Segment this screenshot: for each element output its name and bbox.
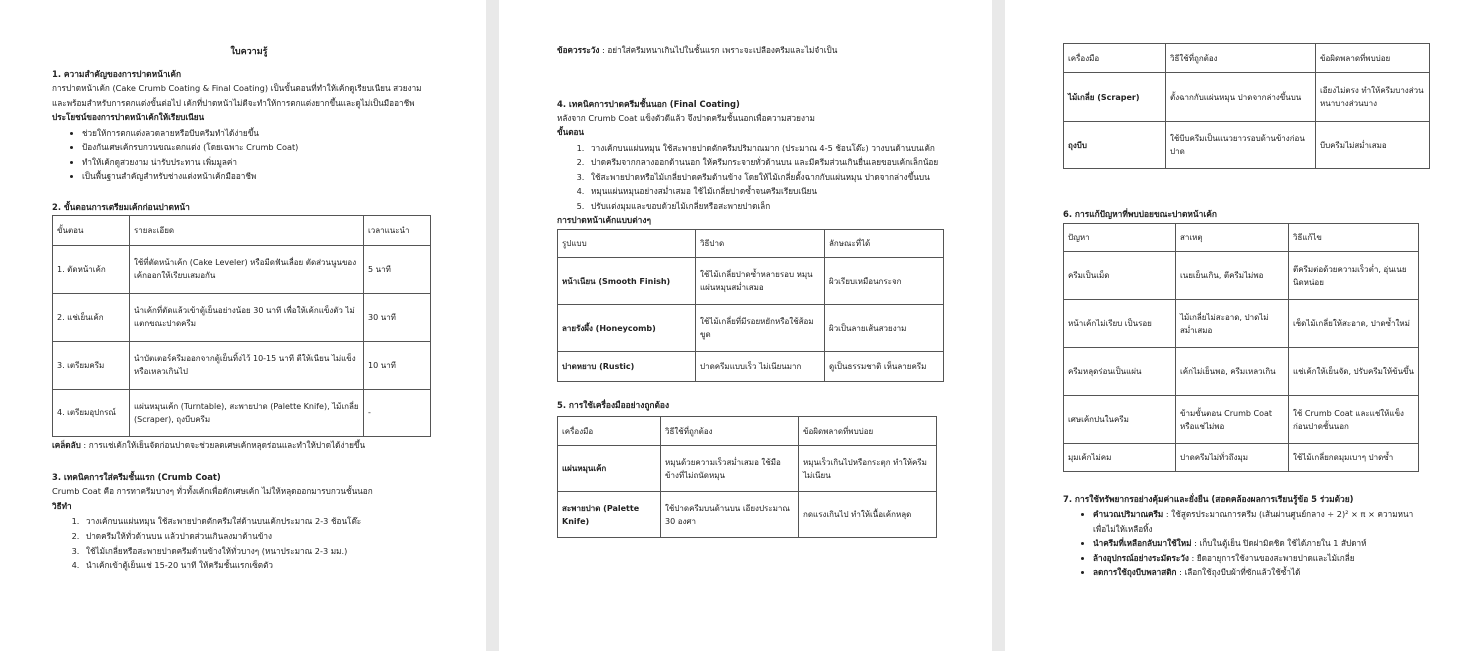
table-header-cell: ข้อผิดพลาดที่พบบ่อย <box>799 417 937 446</box>
table-cell: ใช้ไม้เกลี่ยปาดซ้ำหลายรอบ หมุนแผ่นหมุนสม่ำเสมอ <box>696 258 825 305</box>
worksheet-title: ใบความรู้ <box>230 47 268 57</box>
table-cell: ข้ามขั้นตอน Crumb Coat หรือแช่ไม่พอ <box>1176 396 1289 444</box>
tools-table-continued <box>1063 43 1430 169</box>
table-cell: ไม้เกลี่ย (Scraper) <box>1064 73 1166 122</box>
table-cell: 4. เตรียมอุปกรณ์ <box>53 389 130 436</box>
list-item: 3. ใช้สะพายปาดหรือไม้เกลี่ยปาดครีมด้านข้าง โดยให้ไม้เกลี่ยตั้งฉากกับแผ่นหมุน ปาดจากล่างขึ้นบน <box>587 170 947 185</box>
list-item: • ทำให้เค้กดูสวยงาม น่ารับประทาน เพิ่มมูลค่า <box>82 155 446 170</box>
warning-note <box>557 43 952 58</box>
table-cell: ใช้บีบครีมเป็นแนวยาวรอบด้านข้างก่อนปาด <box>1166 122 1316 169</box>
item-label: นำครีมที่เหลือกลับมาใช้ใหม่ <box>1093 538 1192 549</box>
table-cell: บีบครีมไม่สม่ำเสมอ <box>1316 122 1430 169</box>
final-coat-steps <box>557 141 947 214</box>
table-cell: เช็ดไม้เกลี่ยให้สะอาด, ปาดซ้ำใหม่ <box>1289 300 1419 348</box>
table-header-cell: รายละเอียด <box>130 215 364 245</box>
table-cell: 30 นาที <box>364 293 431 341</box>
section-1-line-2: และพร้อมสำหรับการตกแต่งขั้นต่อไป เค้กที่ปาดหน้าไม่ดีจะทำให้การตกแต่งยากขึ้นและดูไม่เป็นมืออาชีพ <box>52 97 415 108</box>
section-2-heading: 2. ขั้นตอนการเตรียมเค้กก่อนปาดหน้า <box>52 201 190 212</box>
item-text: : เลือกใช้ถุงบีบผ้าที่ซักแล้วใช้ซ้ำได้ <box>1176 567 1301 578</box>
table-cell: ใช้ไม้เกลี่ยที่มีรอยหยักหรือใช้ส้อมขูด <box>696 305 825 352</box>
document-page-3 <box>1005 0 1465 651</box>
table-cell: 1. ตัดหน้าเค้ก <box>53 245 130 293</box>
table-cell: ครีมเป็นเม็ด <box>1064 252 1176 300</box>
table-row <box>558 258 944 305</box>
list-item <box>1093 536 1423 551</box>
list-item <box>1093 565 1423 580</box>
styles-heading: การปาดหน้าเค้กแบบต่างๆ <box>557 215 651 226</box>
preparation-table <box>52 215 431 437</box>
document-page-1 <box>0 0 486 651</box>
table-cell: ตั้งฉากกับแผ่นหมุน ปาดจากล่างขึ้นบน <box>1166 73 1316 122</box>
table-cell: เศษเค้กปนในครีม <box>1064 396 1176 444</box>
table-header-row <box>558 230 944 258</box>
section-7-heading: 7. การใช้ทรัพยากรอย่างคุ้มค่าและยั่งยืน (สอดคล้องผลการเรียนรู้ข้อ 5 ร่วมด้วย) <box>1063 494 1354 504</box>
table-cell: ปาดครีมแบบเร็ว ไม่เนียนมาก <box>696 352 825 382</box>
table-row <box>1064 396 1419 444</box>
sustainability-list <box>1063 507 1423 580</box>
table-cell: เอียงไม่ตรง ทำให้ครีมบางส่วนหนาบางส่วนบาง <box>1316 73 1430 122</box>
item-text: : ใช้สูตรประมาณการครีม (เส้นผ่านศูนย์กลาง ÷ 2)² × π × ความหนา เพื่อไม่ให้เหลือทิ้ง <box>1093 509 1414 534</box>
warning-text: : อย่าใส่ครีมหนาเกินไปในชั้นแรก เพราะจะเปลืองครีมและไม่จำเป็น <box>599 45 838 55</box>
item-text: : ยืดอายุการใช้งานของสะพายปาดและไม้เกลี่ย <box>1188 552 1355 563</box>
crumb-coat-steps <box>52 514 446 572</box>
list-item: 1. วางเค้กบนแผ่นหมุน ใช้สะพายปาดตักครีมใส่ด้านบนเค้กประมาณ 2-3 ช้อนโต๊ะ <box>82 514 446 529</box>
table-row <box>558 492 937 538</box>
benefits-list <box>52 126 446 184</box>
section-1-heading: 1. ความสำคัญของการปาดหน้าเค้ก <box>52 69 182 79</box>
table-cell: ผิวเป็นลายเส้นสวยงาม <box>825 305 944 352</box>
list-item: • ช่วยให้การตกแต่งลวดลายหรือบีบครีมทำได้ง่ายขึ้น <box>82 126 446 141</box>
table-cell: ใช้ที่ตัดหน้าเค้ก (Cake Leveler) หรือมีดฟันเลื่อย ตัดส่วนนูนของเค้กออกให้เรียบเสมอกัน <box>130 245 364 293</box>
section-6-heading: 6. การแก้ปัญหาที่พบบ่อยขณะปาดหน้าเค้ก <box>1063 209 1217 219</box>
table-cell: สะพายปาด (Palette Knife) <box>558 492 661 538</box>
table-header-row <box>1064 44 1430 73</box>
table-cell: 3. เตรียมครีม <box>53 341 130 389</box>
table-cell: เนยเย็นเกิน, ตีครีมไม่พอ <box>1176 252 1289 300</box>
coating-styles-table <box>557 229 944 382</box>
section-1-subheading: ประโยชน์ของการปาดหน้าเค้กให้เรียบเนียน <box>52 112 205 122</box>
troubleshooting-table <box>1063 223 1419 472</box>
section-5-heading: 5. การใช้เครื่องมืออย่างถูกต้อง <box>557 400 670 411</box>
table-cell: ใช้ Crumb Coat และแช่ให้แข็งก่อนปาดชั้นนอก <box>1289 396 1419 444</box>
table-header-cell: เครื่องมือ <box>558 417 661 446</box>
list-item <box>1093 507 1423 536</box>
table-header-cell: วิธีใช้ที่ถูกต้อง <box>1166 44 1316 73</box>
item-text: : เก็บในตู้เย็น ปิดฝามิดชิด ใช้ได้ภายใน 1 สัปดาห์ <box>1191 538 1367 549</box>
table-row <box>53 389 431 436</box>
table-row <box>558 305 944 352</box>
item-label: ลดการใช้ถุงบีบพลาสติก <box>1093 567 1177 578</box>
table-row <box>53 293 431 341</box>
table-row <box>1064 252 1419 300</box>
table-row <box>558 446 937 492</box>
table-cell: ปาดหยาบ (Rustic) <box>558 352 696 382</box>
section-4-subheading: ขั้นตอน <box>557 127 585 137</box>
table-cell: ผิวเรียบเหมือนกระจก <box>825 258 944 305</box>
table-row <box>1064 444 1419 472</box>
table-header-row <box>558 417 937 446</box>
table-header-cell: รูปแบบ <box>558 230 696 258</box>
item-label: คำนวณปริมาณครีม <box>1093 509 1164 519</box>
list-item: 2. ปาดครีมให้ทั่วด้านบน แล้วปาดส่วนเกินลงมาด้านข้าง <box>82 529 446 544</box>
table-cell: 10 นาที <box>364 341 431 389</box>
table-cell: ไม้เกลี่ยไม่สะอาด, ปาดไม่สม่ำเสมอ <box>1176 300 1289 348</box>
list-item: 5. ปรับแต่งมุมและขอบด้วยไม้เกลี่ยหรือสะพายปาดเล็ก <box>587 199 947 214</box>
section-4-line: หลังจาก Crumb Coat แข็งตัวดีแล้ว จึงปาดครีมชั้นนอกเพื่อความสวยงาม <box>557 112 815 123</box>
table-row <box>1064 73 1430 122</box>
table-cell: มุมเค้กไม่คม <box>1064 444 1176 472</box>
table-header-cell: สาเหตุ <box>1176 224 1289 252</box>
table-cell: แผ่นหมุนเค้ก (Turntable), สะพายปาด (Palette Knife), ไม้เกลี่ย (Scraper), ถุงบีบครีม <box>130 389 364 436</box>
table-row <box>1064 300 1419 348</box>
table-cell: แช่เค้กให้เย็นจัด, ปรับครีมให้ข้นขึ้น <box>1289 348 1419 396</box>
table-cell: กดแรงเกินไป ทำให้เนื้อเค้กหลุด <box>799 492 937 538</box>
table-header-row <box>1064 224 1419 252</box>
list-item: 1. วางเค้กบนแผ่นหมุน ใช้สะพายปาดตักครีมปริมาณมาก (ประมาณ 4-5 ช้อนโต๊ะ) วางบนด้านบนเค้ก <box>587 141 947 156</box>
table-row <box>558 352 944 382</box>
table-row <box>53 341 431 389</box>
table-cell: ดูเป็นธรรมชาติ เห็นลายครีม <box>825 352 944 382</box>
table-header-cell: ขั้นตอน <box>53 215 130 245</box>
table-header-cell: วิธีแก้ไข <box>1289 224 1419 252</box>
table-cell: ลายรังผึ้ง (Honeycomb) <box>558 305 696 352</box>
table-row <box>1064 122 1430 169</box>
tools-table <box>557 416 937 538</box>
list-item <box>1093 551 1423 566</box>
item-label: ล้างอุปกรณ์อย่างระมัดระวัง <box>1093 552 1189 563</box>
list-item: 2. ปาดครีมจากกลางออกด้านนอก ให้ครีมกระจายทั่วด้านบน และมีครีมส่วนเกินยื่นเลยขอบเค้กเล็กน้อย <box>587 155 947 170</box>
table-cell: 5 นาที <box>364 245 431 293</box>
section-4-heading: 4. เทคนิคการปาดครีมชั้นนอก (Final Coating) <box>557 98 740 109</box>
table-header-cell: ลักษณะที่ได้ <box>825 230 944 258</box>
table-cell: นำบัตเตอร์ครีมออกจากตู้เย็นทิ้งไว้ 10-15 นาที ตีให้เนียน ไม่แข็งหรือเหลวเกินไป <box>130 341 364 389</box>
table-cell: ปาดครีมไม่ทั่วถึงมุม <box>1176 444 1289 472</box>
section-3-line: Crumb Coat คือ การทาครีมบางๆ ทั่วทั้งเค้กเพื่อดักเศษเค้ก ไม่ให้หลุดออกมารบกวนชั้นนอก <box>52 486 373 497</box>
table-header-row <box>53 215 431 245</box>
list-item: • ป้องกันเศษเค้กรบกวนขณะตกแต่ง (โดยเฉพาะ Crumb Coat) <box>82 140 446 155</box>
warning-label: ข้อควรระวัง <box>557 45 600 55</box>
table-cell: หน้าเค้กไม่เรียบ เป็นรอย <box>1064 300 1176 348</box>
table-cell: ครีมหลุดร่อนเป็นแผ่น <box>1064 348 1176 396</box>
table-row <box>1064 348 1419 396</box>
tip-note <box>52 438 446 453</box>
table-cell: ตีครีมต่อด้วยความเร็วต่ำ, อุ่นเนยนิดหน่อย <box>1289 252 1419 300</box>
tip-label: เคล็ดลับ <box>52 439 81 450</box>
section-3-subheading: วิธีทำ <box>52 500 72 511</box>
table-cell: หมุนเร็วเกินไปหรือกระตุก ทำให้ครีมไม่เนียน <box>799 446 937 492</box>
table-cell: แผ่นหมุนเค้ก <box>558 446 661 492</box>
table-cell: ใช้ปาดครีมบนด้านบน เอียงประมาณ 30 องศา <box>661 492 799 538</box>
list-item: 4. หมุนแผ่นหมุนอย่างสม่ำเสมอ ใช้ไม้เกลี่ยปาดซ้ำจนครีมเรียบเนียน <box>587 184 947 199</box>
list-item: • เป็นพื้นฐานสำคัญสำหรับช่างแต่งหน้าเค้กมืออาชีพ <box>82 169 446 184</box>
list-item: 3. ใช้ไม้เกลี่ยหรือสะพายปาดครีมด้านข้างให้ทั่วบางๆ (หนาประมาณ 2-3 มม.) <box>82 544 446 559</box>
table-cell: เค้กไม่เย็นพอ, ครีมเหลวเกิน <box>1176 348 1289 396</box>
table-cell: หน้าเนียน (Smooth Finish) <box>558 258 696 305</box>
table-cell: หมุนด้วยความเร็วสม่ำเสมอ ใช้มือข้างที่ไม่ถนัดหมุน <box>661 446 799 492</box>
section-1-line-1: การปาดหน้าเค้ก (Cake Crumb Coating & Final Coating) เป็นขั้นตอนที่ทำให้เค้กดูเรียบเนียน สวยงาม <box>52 83 422 93</box>
document-page-2 <box>499 0 992 651</box>
table-cell: ใช้ไม้เกลี่ยกดมุมเบาๆ ปาดซ้ำ <box>1289 444 1419 472</box>
list-item: 4. นำเค้กเข้าตู้เย็นแช่ 15-20 นาที ให้ครีมชั้นแรกเซ็ตตัว <box>82 558 446 573</box>
section-3-heading: 3. เทคนิคการใส่ครีมชั้นแรก (Crumb Coat) <box>52 472 221 483</box>
table-header-cell: เครื่องมือ <box>1064 44 1166 73</box>
table-cell: - <box>364 389 431 436</box>
table-cell: นำเค้กที่ตัดแล้วเข้าตู้เย็นอย่างน้อย 30 นาที เพื่อให้เค้กแข็งตัว ไม่แตกขณะปาดครีม <box>130 293 364 341</box>
table-cell: 2. แช่เย็นเค้ก <box>53 293 130 341</box>
table-cell: ถุงบีบ <box>1064 122 1166 169</box>
tip-text: : การแช่เค้กให้เย็นจัดก่อนปาดจะช่วยลดเศษเค้กหลุดร่อนและทำให้ปาดได้ง่ายขึ้น <box>80 439 366 450</box>
table-header-cell: ปัญหา <box>1064 224 1176 252</box>
table-row <box>53 245 431 293</box>
table-header-cell: วิธีปาด <box>696 230 825 258</box>
table-header-cell: ข้อผิดพลาดที่พบบ่อย <box>1316 44 1430 73</box>
table-header-cell: วิธีใช้ที่ถูกต้อง <box>661 417 799 446</box>
table-header-cell: เวลาแนะนำ <box>364 215 431 245</box>
